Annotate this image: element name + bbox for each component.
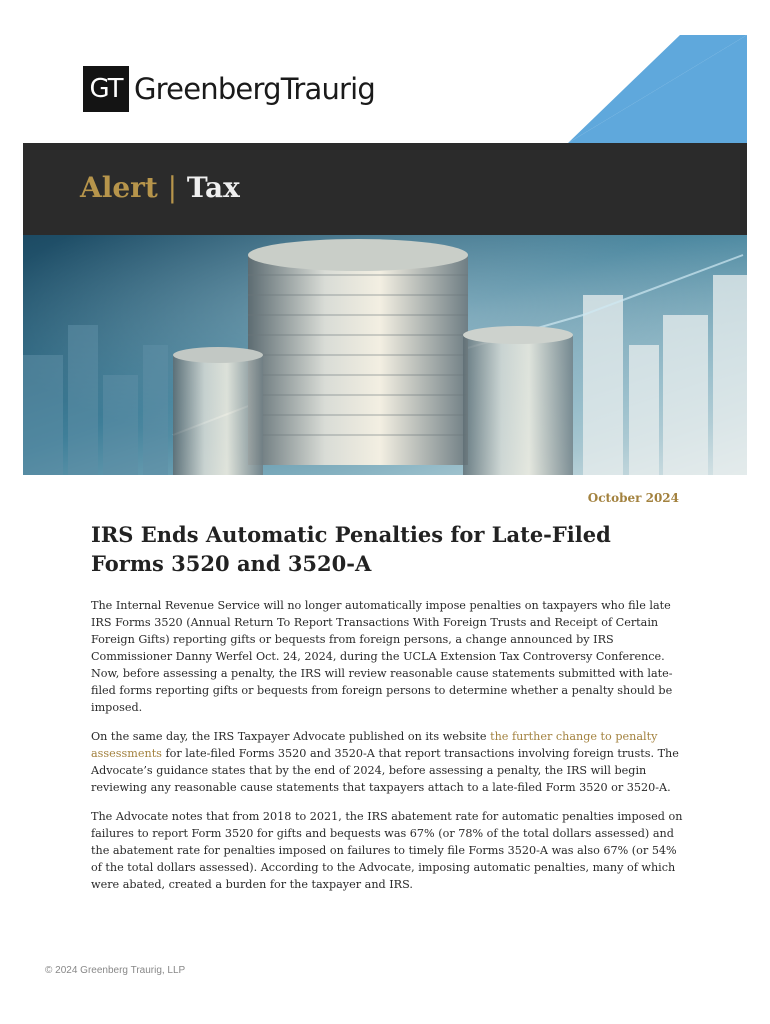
hero-coins-image	[23, 235, 747, 475]
copyright-footer: © 2024 Greenberg Traurig, LLP	[45, 965, 186, 976]
coins-illustration	[23, 235, 747, 475]
logo-name: GreenbergTraurig	[134, 72, 376, 106]
paragraph-1: The Internal Revenue Service will no longer automatically impose penalties on taxpayers who file late IRS Forms 3520 (Annual Return To Report Transactions With Foreign Trusts and Receipt of Certain Foreign Gifts) reporting gifts or bequests from foreign persons, a change announced by IRS Commissioner Danny Werfel Oct. 24, 2024, during the UCLA Extension Tax Controversy Conference. Now, before assessing a penalty, the IRS will review reasonable cause statements submitted with late-filed forms reporting gifts or bequests from foreign persons to determine whether a penalty should be imposed.	[91, 599, 673, 714]
penalty-change-link[interactable]: the further change to penalty assessments	[91, 730, 658, 760]
paragraph-2	[91, 728, 685, 796]
paragraph-2-after: for late-filed Forms 3520 and 3520-A that report transactions involving foreign trusts. The Advocate’s guidance states that by the end of 2024, before assessing a penalty, the IRS will begin reviewing any reasonable cause statements that taxpayers attach to a late-filed Form 3520 or 3520-A.	[91, 747, 679, 794]
alert-title	[80, 171, 240, 204]
article-body	[91, 597, 685, 905]
greenberg-traurig-logo	[83, 66, 375, 112]
article-headline: IRS Ends Automatic Penalties for Late-Filed Forms 3520 and 3520-A	[91, 522, 611, 576]
article-date: October 2024	[587, 491, 679, 505]
title-separator: |	[167, 171, 178, 204]
alert-band	[23, 143, 747, 235]
paragraph-3: The Advocate notes that from 2018 to 2021, the IRS abatement rate for automatic penalties imposed on failures to report Form 3520 for gifts and bequests was 67% (or 78% of the total dollars assessed) and the abatement rate for penalties imposed on failures to timely file Forms 3520-A was also 67% (or 54% of the total dollars assessed). According to the Advocate, imposing automatic penalties, many of which were abated, created a burden for the taxpayer and IRS.	[91, 810, 683, 891]
alert-topic: Tax	[186, 171, 240, 204]
logo-mark: GT	[83, 66, 129, 112]
paragraph-2-before: On the same day, the IRS Taxpayer Advocate published on its website	[91, 730, 491, 743]
alert-label: Alert	[80, 171, 158, 204]
coin-stack	[248, 239, 468, 465]
